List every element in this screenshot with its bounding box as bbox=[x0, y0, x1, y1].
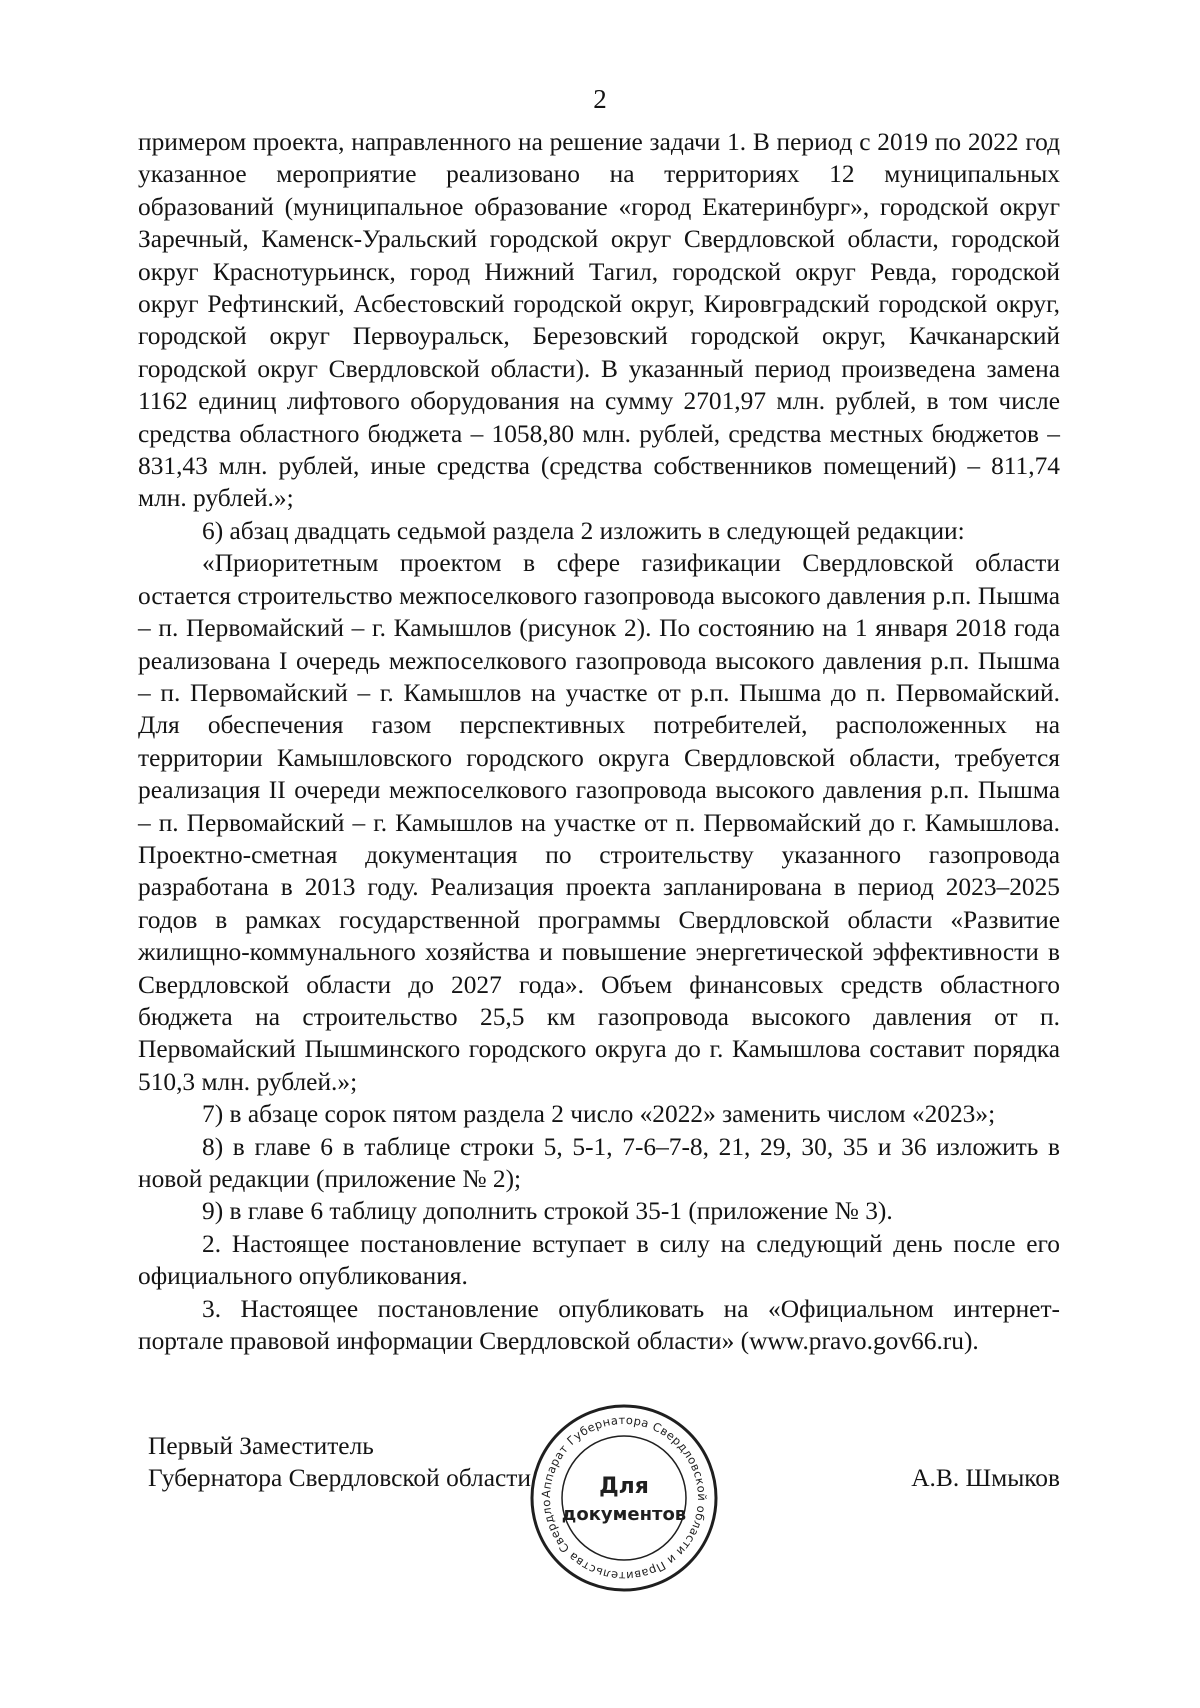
seal-graphic bbox=[524, 1398, 724, 1598]
paragraph-item-7: 7) в абзаце сорок пятом раздела 2 число «2022» заменить числом «2023»; bbox=[202, 1100, 996, 1129]
page-number: 2 bbox=[593, 84, 607, 114]
official-seal bbox=[524, 1398, 724, 1598]
seal-center-line-1: Для bbox=[599, 1474, 649, 1499]
seal-center-line-2: документов bbox=[561, 1504, 687, 1525]
paragraph-clause-3: 3. Настоящее постановление опубликовать на «Официальном интернет-портале правовой информации Свердловской области» (www.pravo.gov66.ru). bbox=[138, 1294, 1060, 1356]
paragraph-item-9: 9) в главе 6 таблицу дополнить строкой 35-1 (приложение № 3). bbox=[202, 1197, 893, 1226]
signer-title-line-1: Первый Заместитель bbox=[148, 1432, 374, 1460]
signer-name: А.В. Шмыков bbox=[911, 1464, 1060, 1492]
paragraph-clause-2: 2. Настоящее постановление вступает в силу на следующий день после его официального опубликования. bbox=[138, 1229, 1060, 1291]
paragraph-item-8: 8) в главе 6 в таблице строки 5, 5-1, 7-6–7-8, 21, 29, 30, 35 и 36 изложить в новой редакции (приложение № 2); bbox=[138, 1132, 1060, 1193]
paragraph-item-6: 6) абзац двадцать седьмой раздела 2 изложить в следующей редакции: bbox=[202, 516, 965, 545]
seal-ring-text: Аппарат Губернатора Свердловской области и Правительства Свердло bbox=[538, 1412, 710, 1584]
paragraph-continued: примером проекта, направленного на решение задачи 1. В период с 2019 по 2022 год указанное мероприятие реализовано на территориях 12 муниципальных образований (муниципальное образование «город Екатеринбург», городской округ Заречный, Каменск-Уральский городской округ Свердловской области, городской округ Краснотурьинск, город Нижний Тагил, городской округ Ревда, городской округ Рефтинский, Асбестовский городской округ, Кировградский городской округ, городской округ Первоуральск, Березовский городской округ, Качканарский городской округ Свердловской области). В указанный период произведена замена 1162 единиц лифтового оборудования на сумму 2701,97 млн. рублей, в том числе средства областного бюджета – 1058,80 млн. рублей, средства местных бюджетов – 831,43 млн. рублей, иные средства (средства собственников помещений) – 811,74 млн. рублей.»; bbox=[138, 128, 1060, 513]
signer-title bbox=[148, 1430, 531, 1494]
document-body bbox=[138, 126, 1060, 1357]
signer-title-line-2: Губернатора Свердловской области bbox=[148, 1464, 531, 1492]
paragraph-quote-gasification: «Приоритетным проектом в сфере газификации Свердловской области остается строительство межпоселкового газопровода высокого давления р.п. Пышма – п. Первомайский – г. Камышлов (рисунок 2). По состоянию на 1 января 2018 года реализована I очередь межпоселкового газопровода высокого давления р.п. Пышма – п. Первомайский – г. Камышлов на участке от р.п. Пышма до п. Первомайский. Для обеспечения газом перспективных потребителей, расположенных на территории Камышловского городского округа Свердловской области, требуется реализация II очереди межпоселкового газопровода высокого давления р.п. Пышма – п. Первомайский – г. Камышлов на участке от п. Первомайский до г. Камышлова. Проектно-сметная документация по строительству указанного газопровода разработана в 2013 году. Реализация проекта запланирована в период 2023–2025 годов в рамках государственной программы Свердловской области «Развитие жилищно-коммунального хозяйства и повышение энергетической эффективности в Свердловской области до 2027 года». Объем финансовых средств областного бюджета на строительство 25,5 км газопровода высокого давления от п. Первомайский Пышминского городского округа до г. Камышлова составит порядка 510,3 млн. рублей.»; bbox=[138, 549, 1060, 1096]
